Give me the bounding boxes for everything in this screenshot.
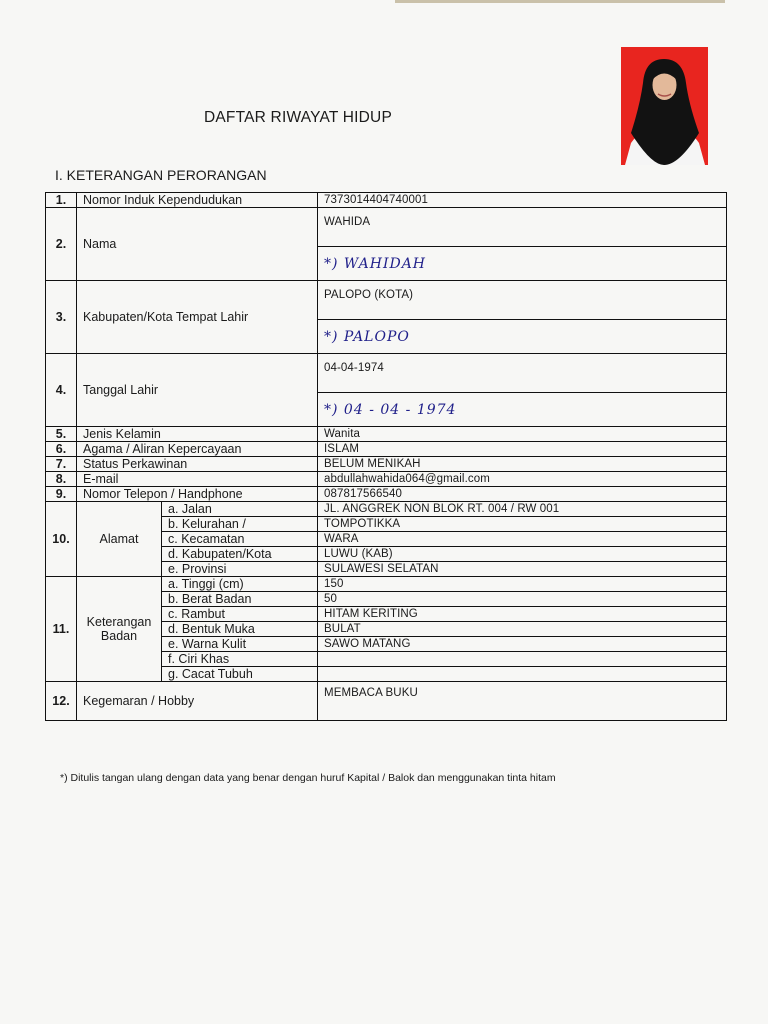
sub-value-kelurahan: TOMPOTIKKA <box>318 517 727 532</box>
handwritten-tanggal-lahir: *) 04 - 04 - 1974 <box>318 393 727 427</box>
table-row <box>46 457 727 472</box>
field-label-nama: Nama <box>77 208 318 281</box>
handwritten-tempat-lahir: *) PALOPO <box>318 320 727 354</box>
sub-value-kecamatan: WARA <box>318 532 727 547</box>
sub-value-cacat-tubuh <box>318 667 727 682</box>
sub-value-bentuk-muka: BULAT <box>318 622 727 637</box>
table-row <box>46 281 727 320</box>
sub-label-kabupaten: d. Kabupaten/Kota <box>162 547 318 562</box>
row-number: 11. <box>46 577 77 682</box>
sub-value-warna-kulit: SAWO MATANG <box>318 637 727 652</box>
row-number: 10. <box>46 502 77 577</box>
sub-label-jalan: a. Jalan <box>162 502 318 517</box>
sub-label-berat: b. Berat Badan <box>162 592 318 607</box>
field-value-email: abdullahwahida064@gmail.com <box>318 472 727 487</box>
row-number: 3. <box>46 281 77 354</box>
field-label-status-perkawinan: Status Perkawinan <box>77 457 318 472</box>
row-number: 8. <box>46 472 77 487</box>
sub-value-jalan: JL. ANGGREK NON BLOK RT. 004 / RW 001 <box>318 502 727 517</box>
table-row <box>46 208 727 247</box>
field-label-tanggal-lahir: Tanggal Lahir <box>77 354 318 427</box>
row-number: 9. <box>46 487 77 502</box>
sub-value-ciri-khas <box>318 652 727 667</box>
row-number: 12. <box>46 682 77 721</box>
personal-info-table <box>45 192 727 721</box>
row-number: 1. <box>46 193 77 208</box>
sub-label-ciri-khas: f. Ciri Khas <box>162 652 318 667</box>
field-label-nik: Nomor Induk Kependudukan <box>77 193 318 208</box>
field-label-keterangan-badan: Keterangan Badan <box>77 577 162 682</box>
field-label-hobby: Kegemaran / Hobby <box>77 682 318 721</box>
field-label-tempat-lahir: Kabupaten/Kota Tempat Lahir <box>77 281 318 354</box>
field-label-telepon: Nomor Telepon / Handphone <box>77 487 318 502</box>
sub-label-warna-kulit: e. Warna Kulit <box>162 637 318 652</box>
table-row <box>46 682 727 721</box>
field-value-status-perkawinan: BELUM MENIKAH <box>318 457 727 472</box>
row-number: 7. <box>46 457 77 472</box>
sub-value-kabupaten: LUWU (KAB) <box>318 547 727 562</box>
field-value-tanggal-lahir: 04-04-1974 <box>318 354 727 393</box>
field-value-tempat-lahir: PALOPO (KOTA) <box>318 281 727 320</box>
table-row <box>46 427 727 442</box>
sub-value-provinsi: SULAWESI SELATAN <box>318 562 727 577</box>
field-value-jenis-kelamin: Wanita <box>318 427 727 442</box>
field-label-agama: Agama / Aliran Kepercayaan <box>77 442 318 457</box>
field-value-hobby: MEMBACA BUKU <box>318 682 727 721</box>
sub-label-provinsi: e. Provinsi <box>162 562 318 577</box>
table-row <box>46 487 727 502</box>
field-label-jenis-kelamin: Jenis Kelamin <box>77 427 318 442</box>
row-number: 6. <box>46 442 77 457</box>
field-value-agama: ISLAM <box>318 442 727 457</box>
table-row <box>46 442 727 457</box>
row-number: 2. <box>46 208 77 281</box>
table-row <box>46 577 727 592</box>
sub-label-kelurahan: b. Kelurahan / <box>162 517 318 532</box>
sub-value-berat: 50 <box>318 592 727 607</box>
sub-label-bentuk-muka: d. Bentuk Muka <box>162 622 318 637</box>
section-heading: I. KETERANGAN PERORANGAN <box>55 167 267 183</box>
field-value-nama: WAHIDA <box>318 208 727 247</box>
sub-value-rambut: HITAM KERITING <box>318 607 727 622</box>
document-title: DAFTAR RIWAYAT HIDUP <box>204 109 392 126</box>
footnote: *) Ditulis tangan ulang dengan data yang benar dengan huruf Kapital / Balok dan menggunakan tinta hitam <box>60 772 556 784</box>
handwritten-nama: *) WAHIDAH <box>318 247 727 281</box>
table-row <box>46 472 727 487</box>
field-value-nik: 7373014404740001 <box>318 193 727 208</box>
field-label-email: E-mail <box>77 472 318 487</box>
sub-value-tinggi: 150 <box>318 577 727 592</box>
row-number: 4. <box>46 354 77 427</box>
table-row <box>46 502 727 517</box>
sub-label-cacat-tubuh: g. Cacat Tubuh <box>162 667 318 682</box>
row-number: 5. <box>46 427 77 442</box>
field-value-telepon: 087817566540 <box>318 487 727 502</box>
paper-edge-mark <box>395 0 725 3</box>
table-row <box>46 193 727 208</box>
field-label-alamat: Alamat <box>77 502 162 577</box>
sub-label-rambut: c. Rambut <box>162 607 318 622</box>
table-row <box>46 354 727 393</box>
sub-label-tinggi: a. Tinggi (cm) <box>162 577 318 592</box>
sub-label-kecamatan: c. Kecamatan <box>162 532 318 547</box>
profile-photo <box>621 47 708 165</box>
